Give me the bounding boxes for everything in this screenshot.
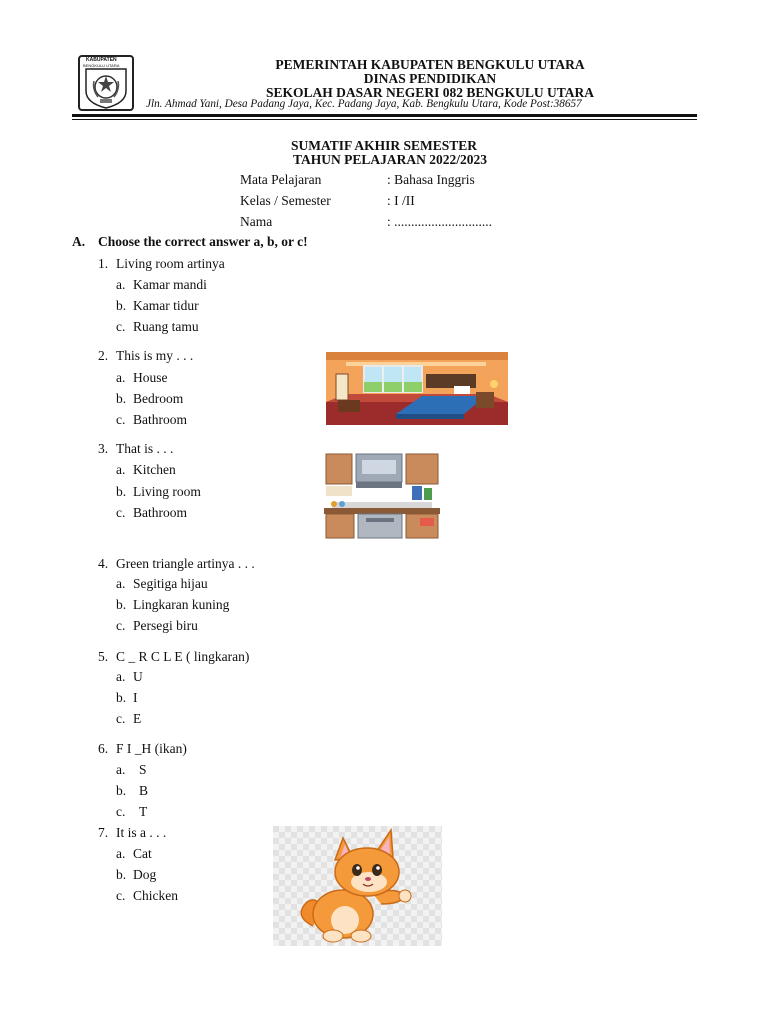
option-text: House (133, 370, 168, 385)
option-letter: a. (116, 576, 126, 591)
q7-option-a[interactable] (116, 846, 152, 862)
section-heading (72, 234, 308, 250)
info-name-label: Nama (240, 214, 273, 229)
section-number: A. (72, 234, 86, 249)
header-school: SEKOLAH DASAR NEGERI 082 BENGKULU UTARA (266, 85, 594, 100)
option-letter: b. (116, 783, 127, 798)
option-letter: a. (116, 762, 126, 777)
bedroom-image (326, 352, 508, 425)
info-name-value: : ............................. (387, 214, 493, 229)
option-text: Persegi biru (133, 618, 198, 633)
option-text: Dog (133, 867, 157, 882)
q4-option-c[interactable] (116, 618, 198, 634)
q5-option-c[interactable] (116, 711, 141, 727)
question-number: 6. (98, 741, 109, 756)
question-number: 3. (98, 441, 109, 456)
header-rule-thick (72, 114, 697, 117)
section-instruction: Choose the correct answer a, b, or c! (98, 234, 308, 249)
question-text: Green triangle artinya . . . (116, 556, 255, 571)
option-text: E (133, 711, 142, 726)
question-number: 5. (98, 649, 109, 664)
q1-option-b[interactable] (116, 298, 199, 314)
option-text: Ruang tamu (133, 319, 199, 334)
option-letter: b. (116, 391, 127, 406)
option-text: U (133, 669, 143, 684)
question-7 (98, 825, 166, 841)
logo-text-sub: BENGKULU UTARA (83, 63, 120, 68)
question-text: That is . . . (116, 441, 174, 456)
q2-option-a[interactable] (116, 370, 168, 386)
q4-option-b[interactable] (116, 597, 229, 613)
kitchen-image (322, 452, 442, 540)
option-letter: c. (116, 618, 126, 633)
option-letter: b. (116, 690, 127, 705)
option-letter: b. (116, 484, 127, 499)
option-letter: c. (116, 412, 126, 427)
option-letter: c. (116, 804, 126, 819)
exam-year: TAHUN PELAJARAN 2022/2023 (292, 152, 487, 167)
header-government: PEMERINTAH KABUPATEN BENGKULU UTARA (275, 57, 585, 72)
option-letter: b. (116, 867, 127, 882)
q4-option-a[interactable] (116, 576, 208, 592)
header-rule-thin (72, 119, 697, 120)
option-letter: c. (116, 888, 126, 903)
question-4 (98, 556, 255, 572)
option-letter: b. (116, 298, 127, 313)
option-letter: c. (116, 711, 126, 726)
option-letter: a. (116, 370, 126, 385)
question-text: Living room artinya (116, 256, 225, 271)
option-letter: c. (116, 505, 126, 520)
option-letter: a. (116, 462, 126, 477)
option-text: Bathroom (133, 505, 187, 520)
question-5 (98, 649, 249, 665)
q6-option-c[interactable] (116, 804, 147, 820)
q1-option-a[interactable] (116, 277, 207, 293)
option-letter: b. (116, 597, 127, 612)
question-1 (98, 256, 225, 272)
question-3 (98, 441, 173, 457)
q3-option-a[interactable] (116, 462, 176, 478)
question-6 (98, 741, 187, 757)
option-text: Kamar tidur (133, 298, 199, 313)
info-subject-value: : Bahasa Inggris (387, 172, 475, 187)
question-number: 4. (98, 556, 109, 571)
question-number: 1. (98, 256, 109, 271)
option-letter: c. (116, 319, 126, 334)
q3-option-c[interactable] (116, 505, 187, 521)
option-text: Lingkaran kuning (133, 597, 230, 612)
option-text: Kamar mandi (133, 277, 207, 292)
question-number: 2. (98, 348, 109, 363)
exam-title: SUMATIF AKHIR SEMESTER (290, 138, 478, 153)
info-subject-label: Mata Pelajaran (240, 172, 322, 187)
option-text: Cat (133, 846, 152, 861)
question-text: F I _H (ikan) (116, 741, 187, 756)
q6-option-b[interactable] (116, 783, 148, 799)
q7-option-c[interactable] (116, 888, 178, 904)
question-number: 7. (98, 825, 109, 840)
q6-option-a[interactable] (116, 762, 147, 778)
question-2 (98, 348, 193, 364)
q2-option-c[interactable] (116, 412, 187, 428)
option-text: Kitchen (133, 462, 176, 477)
option-letter: a. (116, 277, 126, 292)
info-class-value: : I /II (387, 193, 415, 208)
option-text: B (139, 783, 149, 798)
question-text: It is a . . . (116, 825, 167, 840)
option-letter: a. (116, 846, 126, 861)
option-text: I (133, 690, 138, 705)
q7-option-b[interactable] (116, 867, 156, 883)
cat-image (273, 826, 442, 946)
logo-text-top: KABUPATEN (86, 57, 117, 63)
option-text: Bathroom (133, 412, 187, 427)
header-address: Jln. Ahmad Yani, Desa Padang Jaya, Kec. Padang Jaya, Kab. Bengkulu Utara, Kode Post:38657 (146, 98, 582, 110)
q3-option-b[interactable] (116, 484, 201, 500)
q2-option-b[interactable] (116, 391, 183, 407)
q1-option-c[interactable] (116, 319, 199, 335)
option-text: Segitiga hijau (133, 576, 208, 591)
option-text: T (139, 804, 148, 819)
q5-option-a[interactable] (116, 669, 143, 685)
option-text: S (139, 762, 147, 777)
option-text: Bedroom (133, 391, 184, 406)
info-class-label: Kelas / Semester (240, 193, 331, 208)
option-text: Living room (133, 484, 201, 499)
q5-option-b[interactable] (116, 690, 138, 706)
option-text: Chicken (133, 888, 178, 903)
option-letter: a. (116, 669, 126, 684)
question-text: This is my . . . (116, 348, 194, 363)
header-department: DINAS PENDIDIKAN (363, 71, 497, 86)
question-text: C _ R C L E ( lingkaran) (116, 649, 250, 664)
